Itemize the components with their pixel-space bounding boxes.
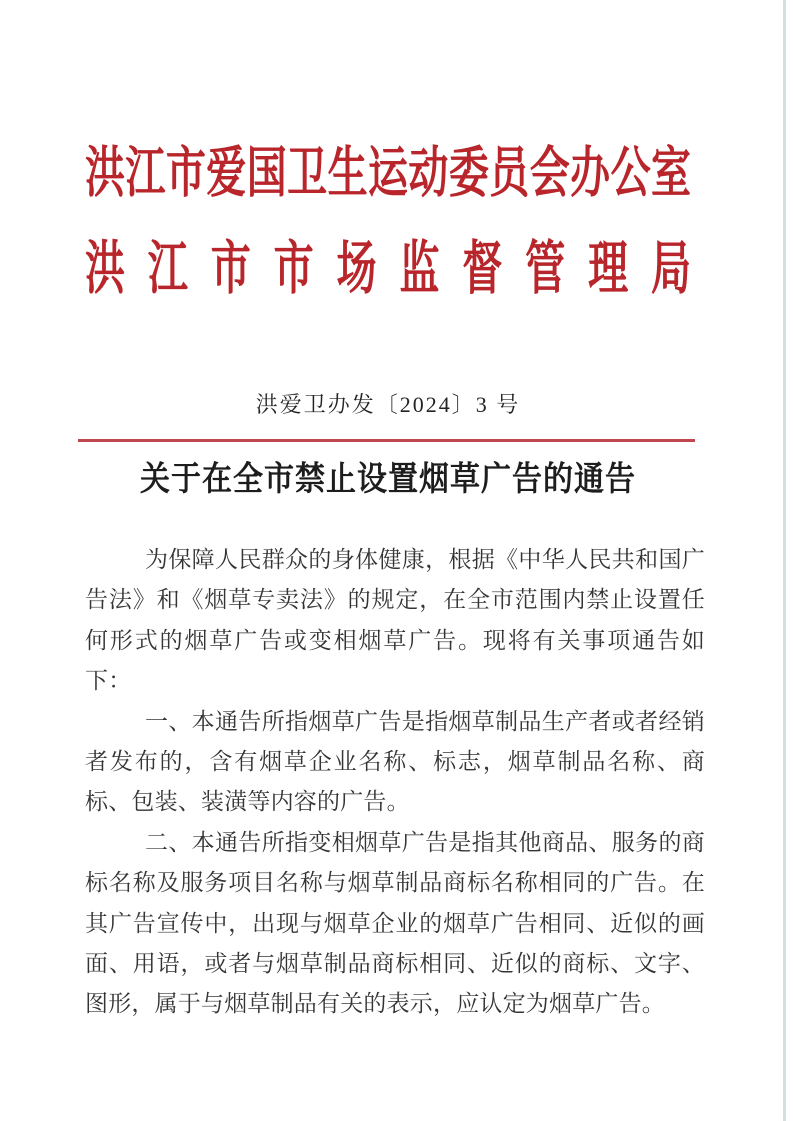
letterhead-org-line2: 洪江市市场监督管理局 [85,235,691,301]
document-number: 洪爱卫办发〔2024〕3 号 [255,392,521,417]
document-body [85,540,705,1025]
letterhead-org-line1: 洪江市爱国卫生运动委员会办公室 [85,141,691,204]
paragraph-intro: 为保障人民群众的身体健康，根据《中华人民共和国广告法》和《烟草专卖法》的规定，在全市范围内禁止设置任何形式的烟草广告或变相烟草广告。现将有关事项通告如下： [85,547,705,694]
red-divider-line [78,439,695,442]
paragraph-item-1: 一、本通告所指烟草广告是指烟草制品生产者或者经销者发布的，含有烟草企业名称、标志，烟草制品名称、商标、包装、装潢等内容的广告。 [85,708,705,815]
paragraph-item-2: 二、本通告所指变相烟草广告是指其他商品、服务的商标名称及服务项目名称与烟草制品商标名称相同的广告。在其广告宣传中，出现与烟草企业的烟草广告相同、近似的画面、用语，或者与烟草制品商标相同、近似的商标、文字、图形，属于与烟草制品有关的表示，应认定为烟草广告。 [85,829,705,1017]
document-title: 关于在全市禁止设置烟草广告的通告 [140,461,636,498]
scan-edge-artifact [783,0,786,1121]
